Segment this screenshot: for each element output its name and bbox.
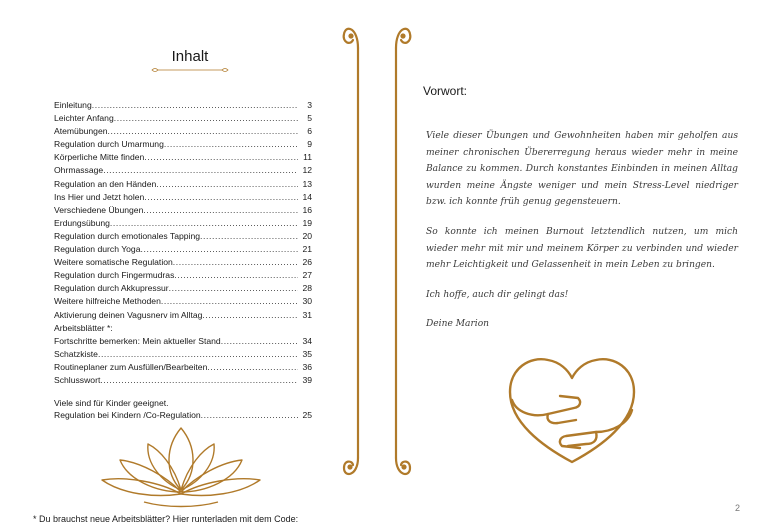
title-underline-ornament [150, 66, 230, 74]
toc-entry-page: 26 [302, 257, 312, 268]
toc-leader-dots [143, 204, 298, 217]
toc-entry-label: Schatzkiste [54, 348, 98, 359]
toc-entry-label: Ins Hier und Jetzt holen [54, 191, 145, 202]
toc-title [150, 48, 230, 65]
toc-entry-label: Körperliche Mitte finden [54, 152, 145, 163]
footer-note: * Du brauchst neue Arbeitsblätter? Hier runterladen mit dem Code: [33, 514, 299, 524]
toc-leader-dots [221, 335, 298, 348]
notes-line: Viele sind für Kinder geeignet. [54, 398, 169, 408]
toc-entry-label: Regulation durch Akkupressur [54, 283, 169, 294]
toc-entry[interactable] [54, 125, 312, 138]
toc-entry[interactable] [54, 99, 312, 112]
toc-entry[interactable] [54, 112, 312, 125]
toc-entry-page: 5 [307, 113, 312, 124]
toc-entry-page: 14 [302, 191, 312, 202]
toc-leader-dots [141, 243, 299, 256]
toc-entry[interactable] [54, 282, 312, 295]
toc-entry-label: Leichter Anfang [54, 113, 114, 124]
toc-leader-dots [161, 295, 298, 308]
toc-notes [54, 397, 312, 421]
toc-entry[interactable] [54, 243, 312, 256]
toc-entry-page: 12 [302, 165, 312, 176]
lotus-icon [96, 424, 266, 510]
toc-entry-page: 30 [302, 296, 312, 307]
toc-entry-page: 36 [302, 361, 312, 372]
toc-entry-co-regulation[interactable] [54, 409, 312, 421]
toc-entry-page: 9 [307, 139, 312, 150]
toc-entry-page: 16 [302, 204, 312, 215]
toc-leader-dots [169, 282, 298, 295]
toc-entry-page: 19 [302, 217, 312, 228]
toc-entry[interactable] [54, 335, 312, 348]
toc-entry-page: 6 [307, 126, 312, 137]
heart-hug-icon [502, 350, 642, 470]
toc-title-text: Inhalt [171, 48, 209, 65]
toc-leader-dots [103, 164, 298, 177]
flourish-divider-left [340, 18, 368, 482]
toc-entry-label: Regulation bei Kindern /Co-Regulation [54, 410, 201, 421]
foreword-paragraph: So konnte ich meinen Burnout letztendlich nutzen, um mich wieder mehr mit mir und meinem Körper zu verbinden und wieder mehr Leichtigkeit und Gelassenheit in mein Leben zu bringen. [426, 226, 738, 271]
toc-entry-page: 25 [302, 410, 312, 421]
toc-entry[interactable] [54, 191, 312, 204]
toc-leader-dots [173, 256, 298, 269]
toc-leader-dots [98, 348, 298, 361]
toc-leader-dots [207, 361, 298, 374]
toc-leader-dots [201, 409, 298, 421]
toc-entry[interactable] [54, 230, 312, 243]
toc-leader-dots [200, 230, 298, 243]
toc-entry-page: 3 [307, 100, 312, 110]
toc-entry-page: 27 [302, 270, 312, 281]
toc-entry[interactable] [54, 322, 312, 335]
toc-leader-dots [92, 99, 298, 112]
toc-leader-dots [144, 191, 298, 204]
toc-entry[interactable] [54, 309, 312, 322]
toc-entry[interactable] [54, 348, 312, 361]
toc-list [54, 99, 312, 387]
toc-leader-dots [100, 374, 298, 387]
toc-entry[interactable] [54, 204, 312, 217]
foreword-paragraph: Ich hoffe, auch dir gelingt das! [426, 289, 569, 300]
toc-leader-dots [164, 138, 298, 151]
toc-entry-page: 39 [302, 374, 312, 385]
toc-entry-label: Regulation an den Händen [54, 178, 157, 189]
toc-entry-page: 35 [302, 348, 312, 359]
toc-entry-label: Erdungsübung [54, 217, 110, 228]
toc-entry[interactable] [54, 361, 312, 374]
toc-entry[interactable] [54, 374, 312, 387]
foreword-paragraph: Viele dieser Übungen und Gewohnheiten haben mir geholfen aus meiner chronischen Übererregung heraus wieder mehr in meine Balance zu kommen. Durch konstantes Einbinden in meinen Alltag wurden meine Ängste weniger und mein Stress-Level niedriger bzw. ich konnte früh genug gegensteuern. [426, 131, 738, 208]
toc-entry-label: Fortschritte bemerken: Mein aktueller Stand [54, 335, 221, 346]
toc-leader-dots [156, 178, 298, 191]
foreword-title: Vorwort: [423, 84, 468, 98]
toc-entry-page: 28 [302, 283, 312, 294]
toc-entry-label: Aktivierung deinen Vagusnerv im Alltag [54, 309, 203, 320]
toc-entry-label: Regulation durch Yoga [54, 244, 141, 255]
toc-entry-label: Regulation durch emotionales Tapping [54, 230, 201, 241]
toc-entry-page: 34 [302, 335, 312, 346]
toc-entry[interactable] [54, 256, 312, 269]
toc-entry-label: Verschiedene Übungen [54, 204, 144, 215]
toc-entry[interactable] [54, 295, 312, 308]
toc-entry-label: Ohrmassage [54, 165, 104, 176]
toc-leader-dots [108, 125, 298, 138]
toc-entry-label: Weitere hilfreiche Methoden [54, 296, 161, 307]
toc-leader-dots [202, 309, 298, 322]
toc-entry-page: 11 [303, 152, 312, 163]
toc-entry-page: 13 [302, 178, 312, 189]
toc-entry-label: Einleitung [54, 100, 92, 110]
toc-leader-dots [110, 217, 298, 230]
toc-entry-label: Arbeitsblätter *: [54, 322, 113, 333]
toc-entry[interactable] [54, 164, 312, 177]
toc-entry-label: Routineplaner zum Ausfüllen/Bearbeiten [54, 361, 208, 372]
toc-entry[interactable] [54, 269, 312, 282]
toc-entry-label: Regulation durch Umarmung [54, 139, 164, 150]
toc-entry-page: 21 [302, 244, 312, 255]
toc-leader-dots [174, 269, 298, 282]
toc-leader-dots [144, 151, 298, 164]
toc-entry-page: 31 [302, 309, 312, 320]
foreword-body [426, 128, 738, 346]
toc-entry-label: Weitere somatische Regulation [54, 257, 173, 268]
toc-entry[interactable] [54, 217, 312, 230]
toc-entry-label: Regulation durch Fingermudras [54, 270, 175, 281]
toc-entry-page: 20 [302, 230, 312, 241]
toc-entry[interactable] [54, 151, 312, 164]
toc-entry-label: Schlusswort [54, 374, 101, 385]
toc-leader-dots [114, 112, 298, 125]
toc-entry[interactable] [54, 178, 312, 191]
foreword-signature: Deine Marion [426, 319, 490, 330]
page-number: 2 [735, 503, 741, 513]
toc-entry[interactable] [54, 138, 312, 151]
flourish-divider-right [386, 18, 414, 482]
toc-entry-label: Atemübungen [54, 126, 108, 137]
